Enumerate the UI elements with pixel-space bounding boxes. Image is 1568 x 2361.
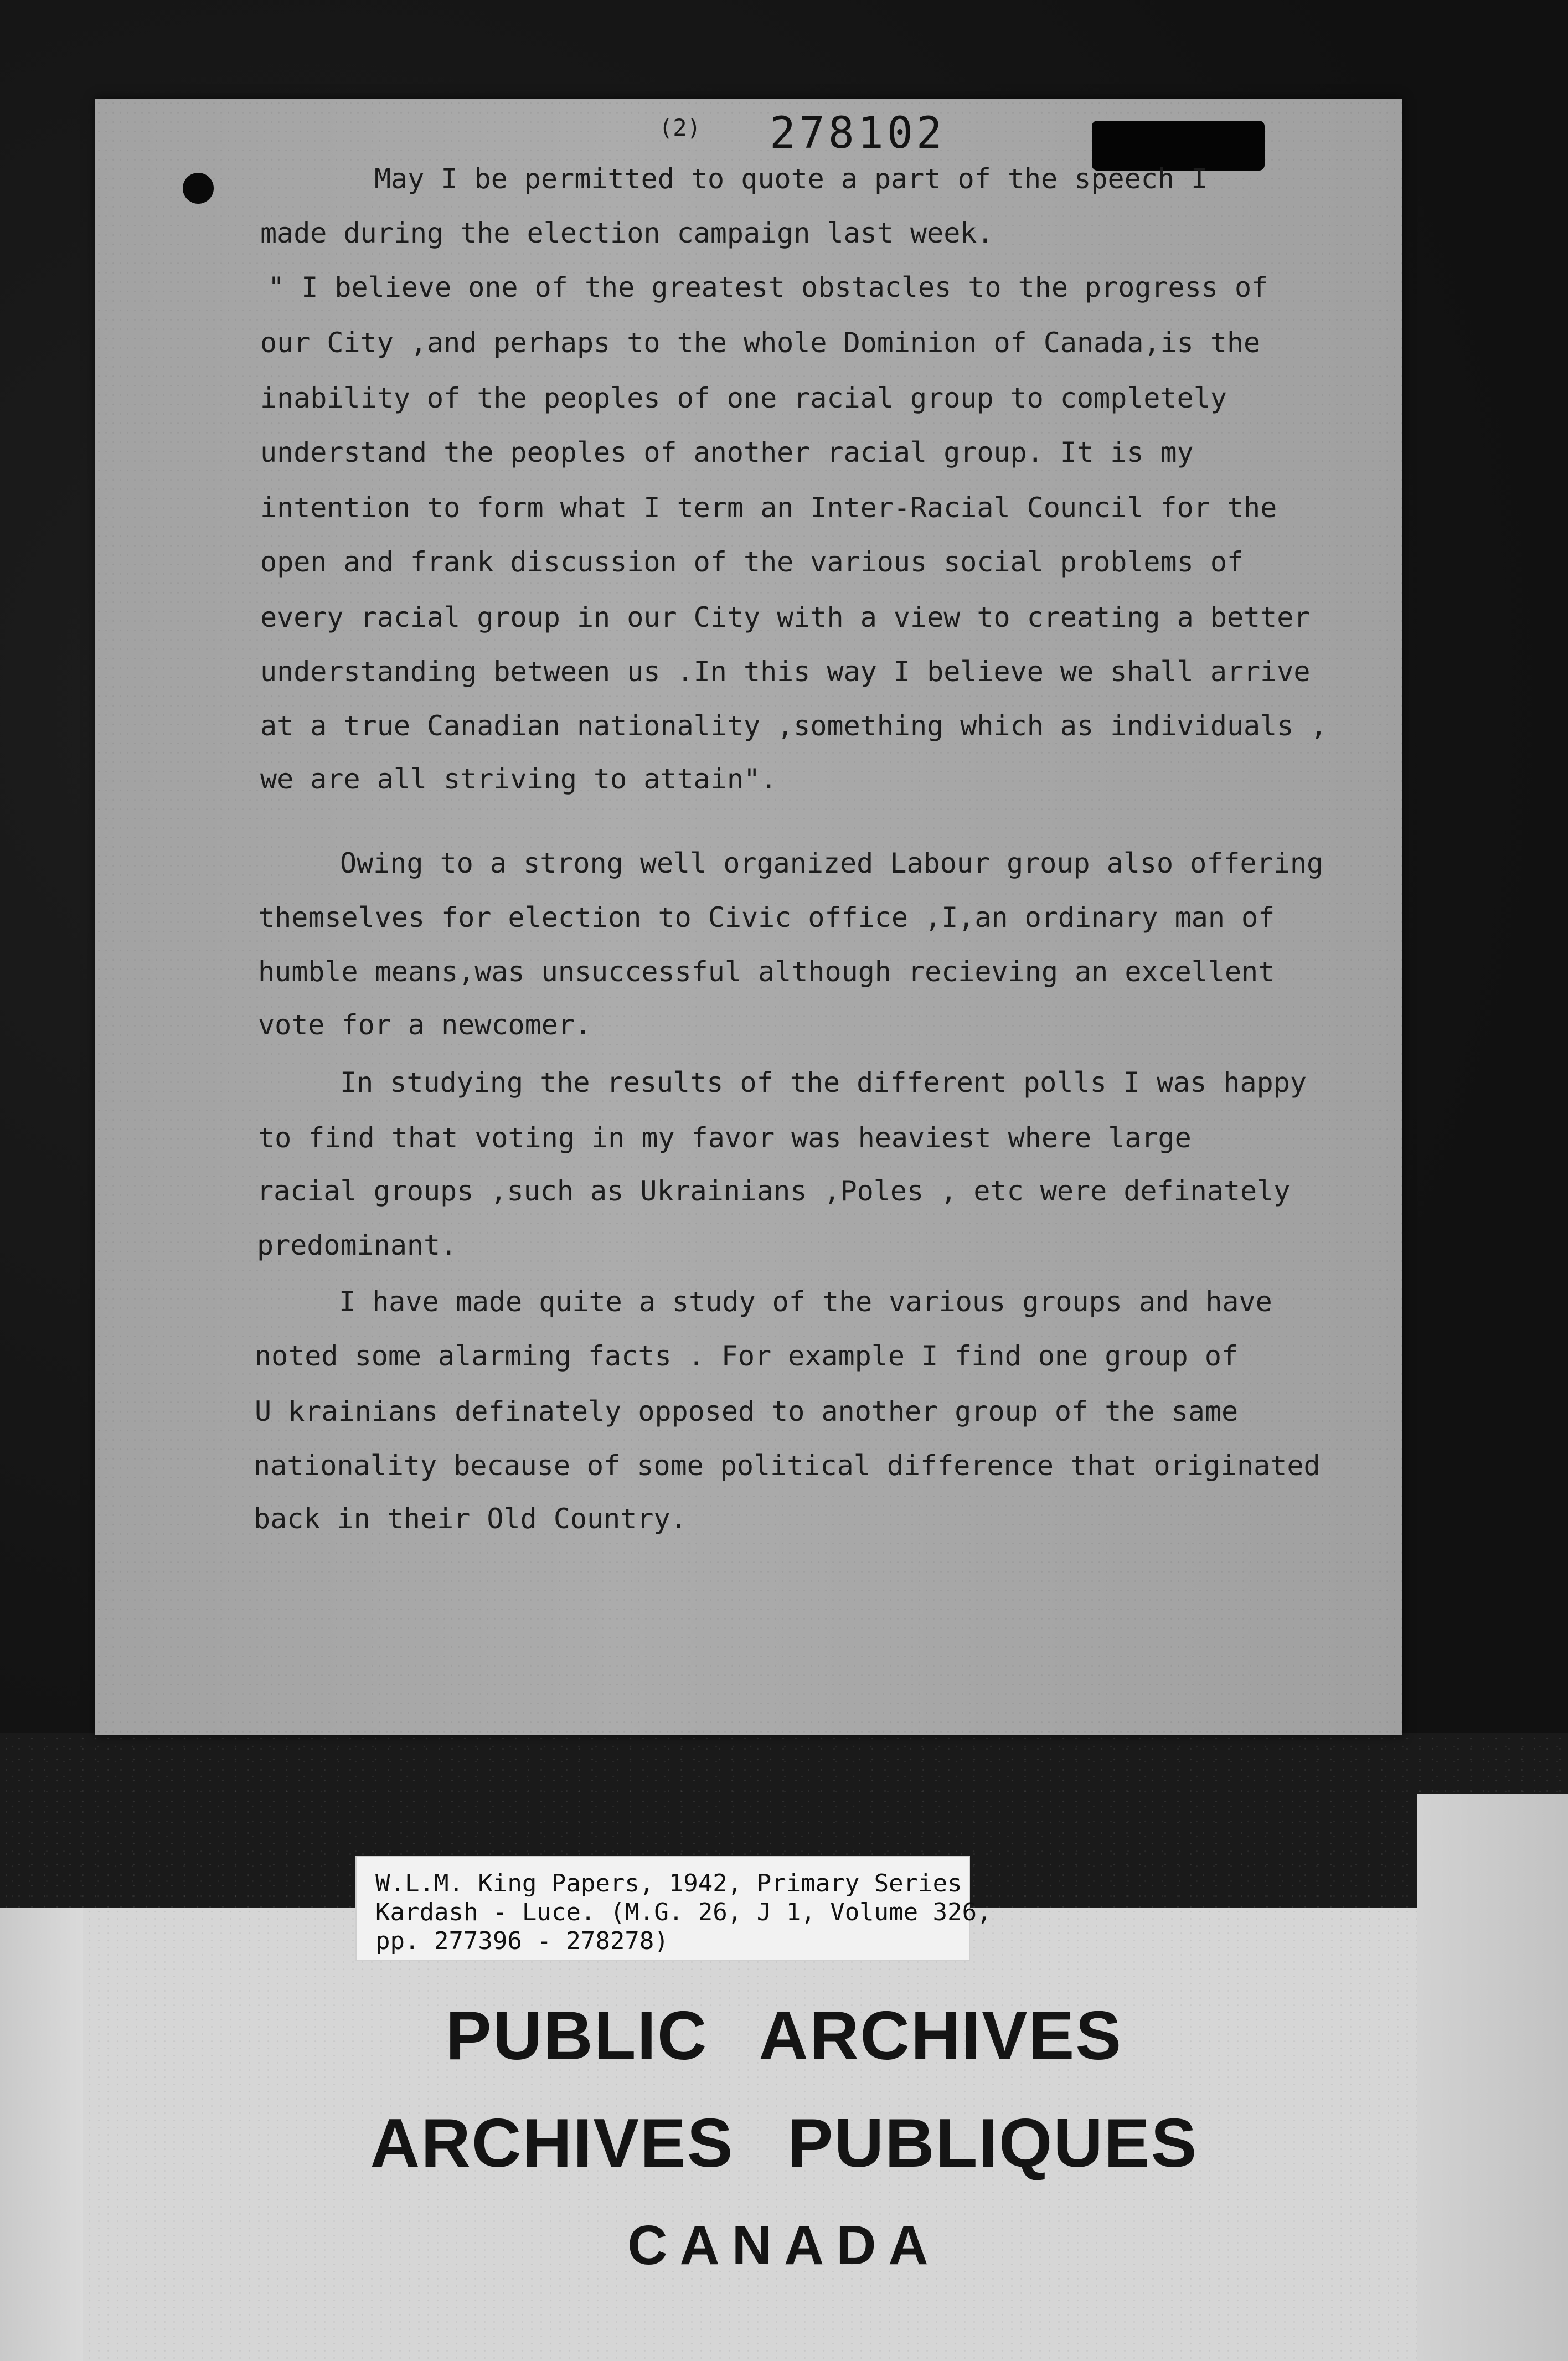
- letter-line: inability of the peoples of one racial group to completely: [260, 382, 1227, 414]
- letter-line: understanding between us .In this way I believe we shall arrive: [260, 656, 1311, 688]
- banner-public-archives: PUBLIC ARCHIVES: [445, 1998, 1123, 2074]
- letter-line: understand the peoples of another racial group. It is my: [260, 436, 1194, 468]
- letter-line: back in their Old Country.: [254, 1503, 687, 1535]
- letter-line: racial groups ,such as Ukrainians ,Poles , etc were definately: [257, 1175, 1291, 1207]
- punch-hole: [183, 173, 214, 204]
- letter-line: every racial group in our City with a view to creating a better: [260, 601, 1311, 633]
- letter-line: May I be permitted to quote a part of the speech I: [374, 163, 1208, 195]
- letter-line: noted some alarming facts . For example I find one group of: [255, 1340, 1239, 1372]
- letter-line: In studying the results of the different polls I was happy: [340, 1066, 1307, 1099]
- letter-line: we are all striving to attain".: [260, 763, 777, 795]
- archive-reference-label: [355, 1856, 992, 1961]
- letter-line: our City ,and perhaps to the whole Dominion of Canada,is the: [260, 327, 1261, 359]
- letter-line: " I believe one of the greatest obstacles to the progress of: [268, 271, 1268, 303]
- letter-line: I have made quite a study of the various groups and have: [339, 1286, 1272, 1318]
- letter-line: Owing to a strong well organized Labour group also offering: [340, 847, 1324, 879]
- letter-line: nationality because of some political difference that originated: [254, 1450, 1321, 1482]
- page-number: (2): [659, 114, 701, 141]
- banner-archives-publiques: ARCHIVES PUBLIQUES: [370, 2105, 1198, 2182]
- letter-line: humble means,was unsuccessful although recieving an excellent: [258, 956, 1275, 988]
- letter-line: made during the election campaign last week.: [260, 217, 994, 249]
- letter-line: themselves for election to Civic office ,I,an ordinary man of: [258, 901, 1275, 934]
- letter-line: at a true Canadian nationality ,something which as individuals ,: [260, 710, 1327, 742]
- letter-line: U krainians definately opposed to another group of the same: [255, 1395, 1239, 1427]
- letter-line: open and frank discussion of the various social problems of: [260, 546, 1244, 578]
- letter-line: to find that voting in my favor was heaviest where large: [258, 1122, 1192, 1154]
- archive-label-line-1: W.L.M. King Papers, 1942, Primary Series: [375, 1869, 962, 1898]
- archive-label-line-3: pp. 277396 - 278278): [375, 1927, 669, 1955]
- letter-line: intention to form what I term an Inter-Racial Council for the: [260, 492, 1277, 524]
- archive-label-line-2: Kardash - Luce. (M.G. 26, J 1, Volume 326,: [375, 1898, 992, 1926]
- letter-line: predominant.: [257, 1229, 457, 1261]
- banner-canada: CANADA: [627, 2214, 941, 2276]
- document-number: 278102: [770, 109, 946, 158]
- letter-line: vote for a newcomer.: [258, 1009, 592, 1041]
